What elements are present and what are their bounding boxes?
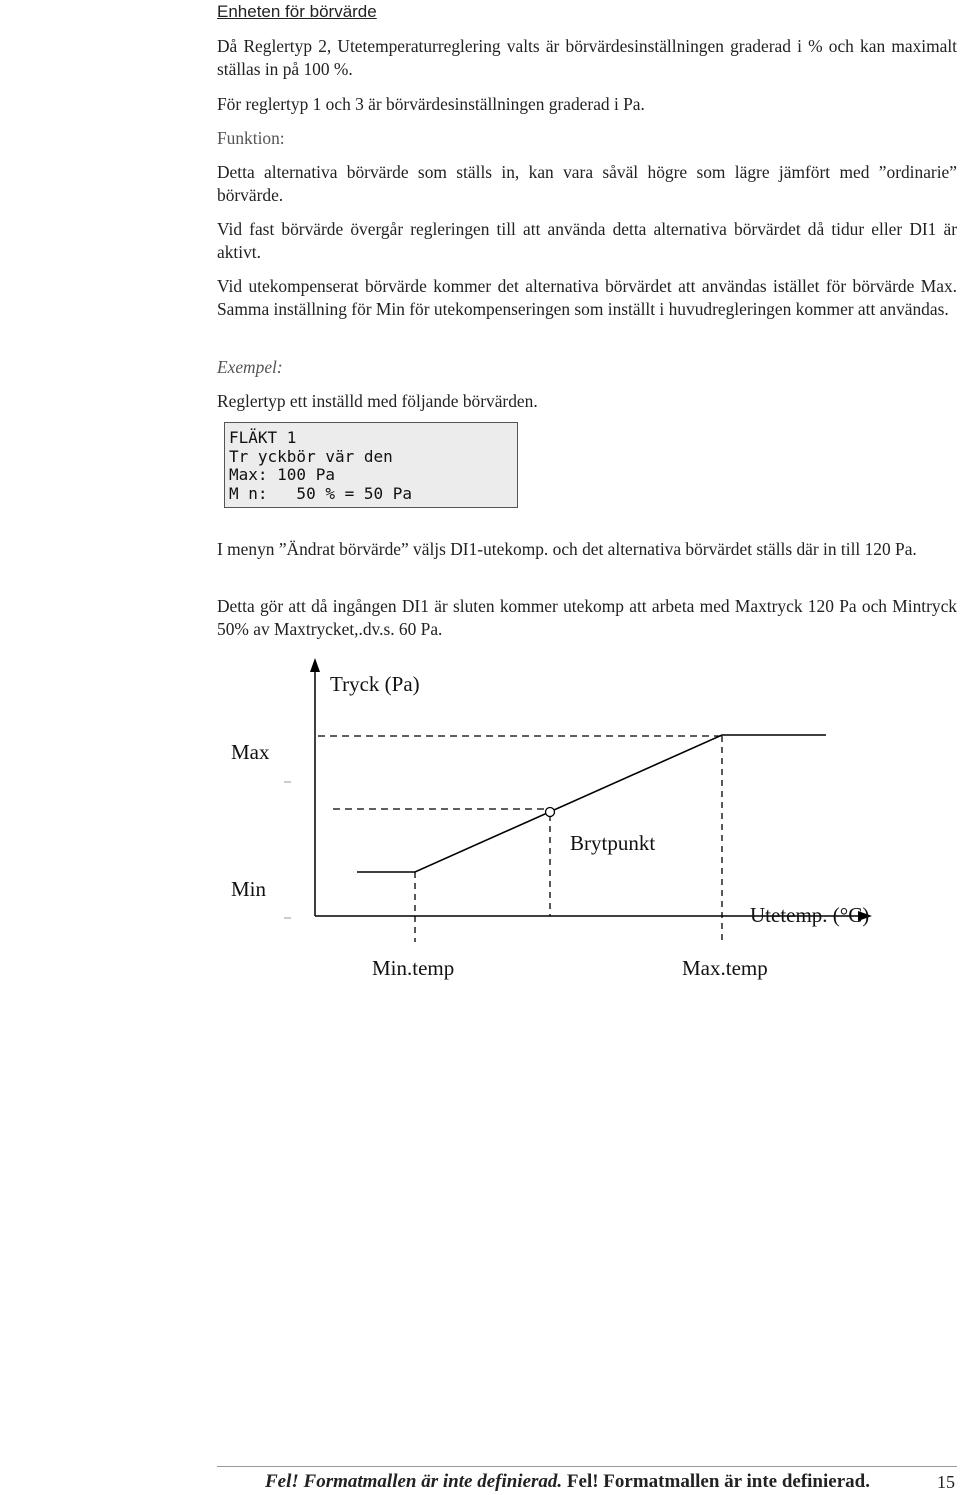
- paragraph-fixed-setpoint: Vid fast börvärde övergår regleringen till att använda detta alternativa börvärdet då tidur eller DI1 är aktivt.: [217, 219, 957, 262]
- lcd-line-2: Tr yckbör vär den: [229, 446, 393, 466]
- paragraph-reglertyp-2: Då Reglertyp 2, Utetemperaturreglering valts är börvärdesinställningen graderad i % och kan maximalt ställas in på 100 %.: [217, 36, 957, 79]
- paragraph-di1-effect: Detta gör att då ingången DI1 är sluten kommer utekomp att arbeta med Maxtryck 120 Pa och Mintryck 50% av Maxtrycket,.dv.s. 60 Pa.: [217, 596, 957, 639]
- x-axis-label: Utetemp. (°C): [750, 903, 870, 927]
- paragraph-reglertyp-1-3: För reglertyp 1 och 3 är börvärdesinställningen graderad i Pa.: [217, 94, 645, 114]
- example-label: Exempel:: [217, 357, 283, 377]
- min-label: Min: [231, 877, 267, 901]
- pressure-curve-diagram: [0, 640, 960, 1000]
- function-label: Funktion:: [217, 128, 285, 148]
- min-temp-label: Min.temp: [372, 956, 455, 980]
- y-axis-arrow: [310, 658, 320, 672]
- paragraph-alternative-setpoint: Detta alternativa börvärde som ställs in, kan vara såväl högre som lägre jämfört med ”ordinarie” börvärde.: [217, 162, 957, 205]
- paragraph-compensated-setpoint: Vid utekompenserat börvärde kommer det alternativa börvärdet att användas istället för börvärde Max. Samma inställning för Min för utekompenseringen som inställt i huvudregleringen kommer att användas.: [217, 276, 957, 319]
- lcd-line-4: M n: 50 % = 50 Pa: [229, 483, 413, 503]
- section-heading: Enheten för börvärde: [217, 2, 377, 21]
- breakpoint-marker: [546, 808, 555, 817]
- page-number: 15: [937, 1472, 955, 1492]
- page-footer: [265, 1470, 955, 1494]
- lcd-line-1: FLÄKT 1: [229, 428, 297, 447]
- lcd-line-3: Max: 100 Pa: [229, 465, 335, 484]
- footer-error-1: Fel! Formatmallen är inte definierad.: [265, 1471, 563, 1492]
- lcd-display: [224, 422, 518, 508]
- max-label: Max: [231, 740, 270, 764]
- y-axis-label: Tryck (Pa): [330, 672, 420, 696]
- breakpoint-label: Brytpunkt: [570, 831, 656, 855]
- footer-error-2: Fel! Formatmallen är inte definierad.: [566, 1471, 870, 1492]
- footer-divider: [217, 1466, 957, 1467]
- max-temp-label: Max.temp: [682, 956, 768, 980]
- paragraph-changed-setpoint: I menyn ”Ändrat börvärde” väljs DI1-utekomp. och det alternativa börvärdet ställs där in till 120 Pa.: [217, 539, 917, 559]
- paragraph-example-intro: Reglertyp ett inställd med följande börvärden.: [217, 391, 538, 411]
